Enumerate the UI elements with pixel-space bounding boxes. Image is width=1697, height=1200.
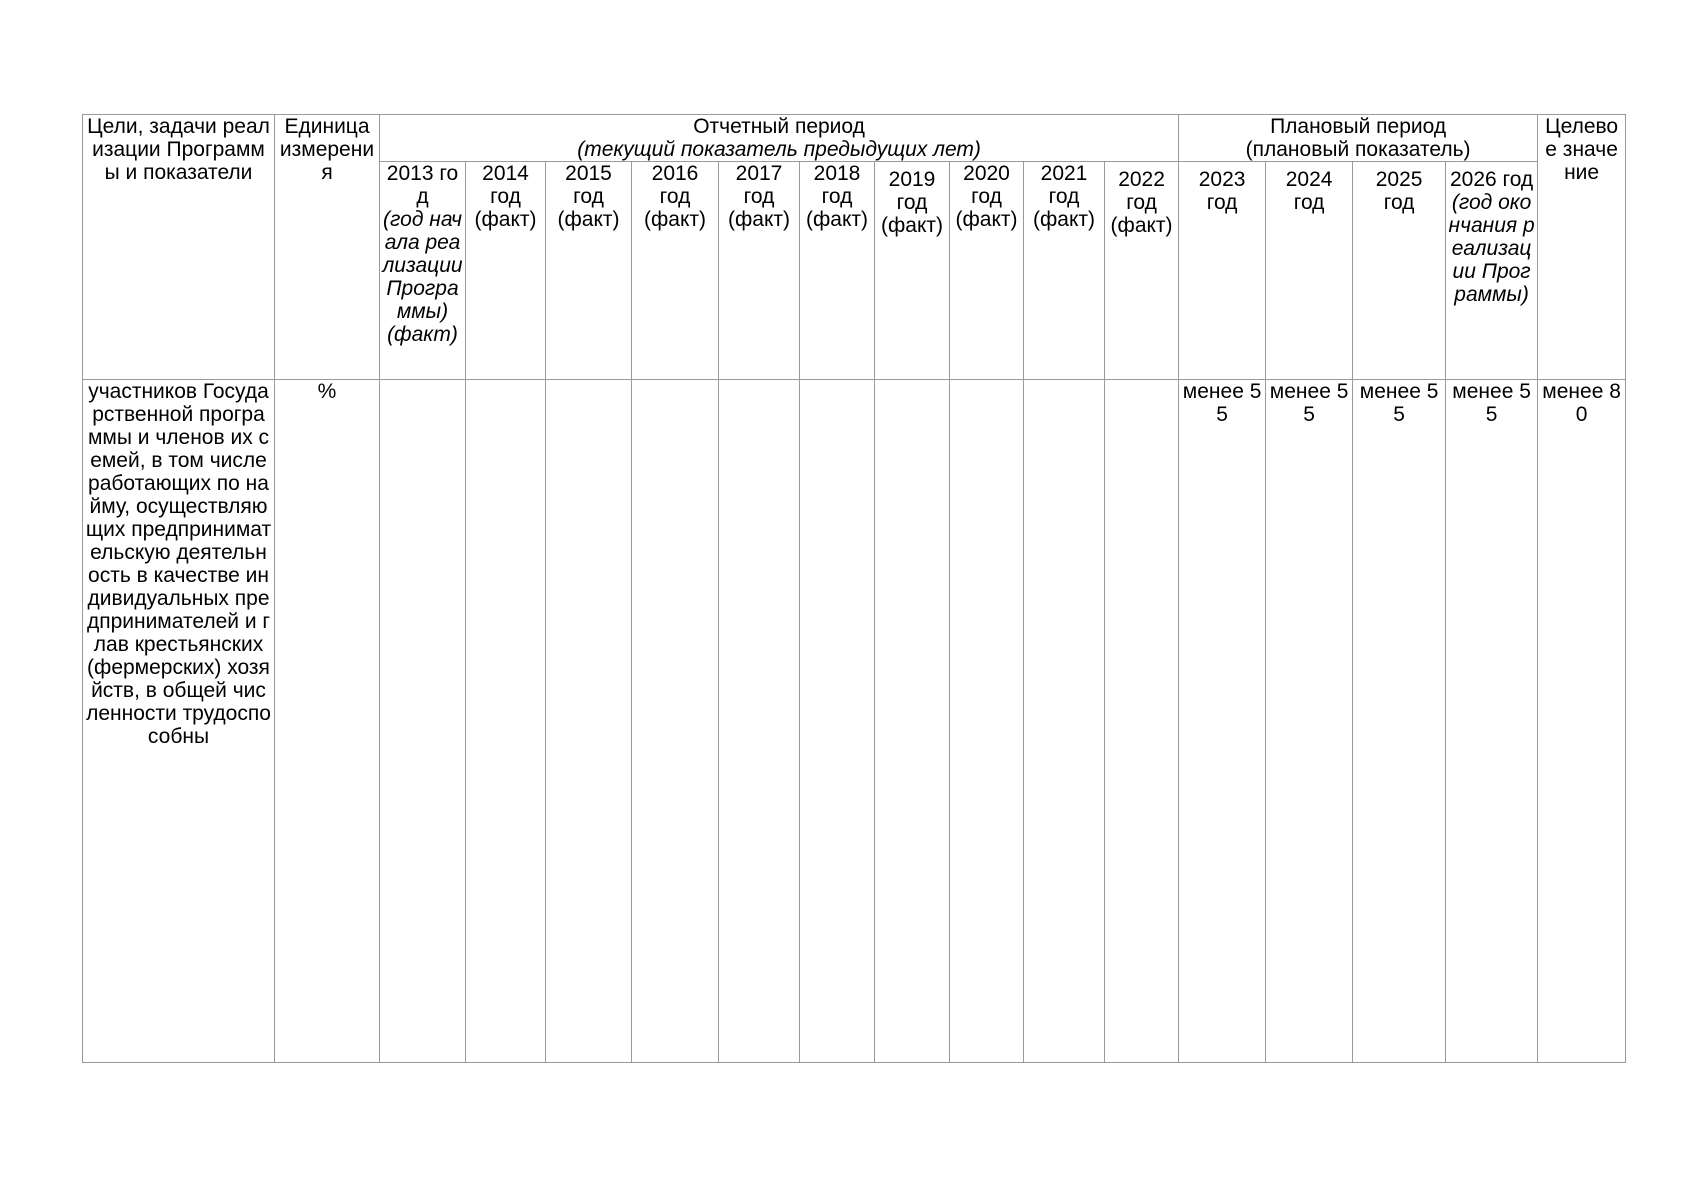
header-year-2021: 2021 год (факт) [1024,162,1105,380]
value-2019 [875,380,950,1063]
header-year-2020: 2020 год (факт) [950,162,1024,380]
header-year-2014: 2014 год (факт) [466,162,546,380]
header-year-2015: 2015 год (факт) [546,162,632,380]
value-2016 [632,380,719,1063]
header-year-2023: 2023 год [1179,162,1266,380]
value-2020 [950,380,1024,1063]
header-target: Целевое значение [1538,115,1626,380]
header-year-2016: 2016 год (факт) [632,162,719,380]
header-year-2024: 2024 год [1266,162,1353,380]
indicators-table [82,114,1626,1063]
header-goals: Цели, задачи реализации Программы и показатели [83,115,275,380]
plan-period-title: Плановый период [1270,115,1447,138]
header-year-2018: 2018 год (факт) [800,162,875,380]
header-year-2017: 2017 год (факт) [719,162,800,380]
value-2017 [719,380,800,1063]
unit-value: % [275,380,380,1063]
plan-period-subtitle: (плановый показатель) [1245,138,1471,161]
header-report-period [380,115,1179,162]
value-2014 [466,380,546,1063]
header-year-2019: 2019 год (факт) [875,162,950,380]
header-unit: Единица измерения [275,115,380,380]
value-2022 [1105,380,1179,1063]
value-2013 [380,380,466,1063]
header-year-2013: 2013 год (год начала реализации Программы) (факт) [380,162,466,380]
target-value: менее 80 [1538,380,1626,1063]
header-year-2025: 2025 год [1353,162,1446,380]
header-year-2022: 2022 год (факт) [1105,162,1179,380]
indicator-text: участников Государственной программы и членов их семей, в том числе работающих по найму, осуществляющих предпринимательскую деятельность в качестве индивидуальных предпринимателей и глав крестьянских (фермерских) хозяйств, в общей численности трудоспособны [83,380,275,1063]
value-2015 [546,380,632,1063]
report-period-title: Отчетный период [693,115,865,138]
value-2026: менее 55 [1446,380,1538,1063]
value-2025: менее 55 [1353,380,1446,1063]
header-plan-period [1179,115,1538,162]
value-2023: менее 55 [1179,380,1266,1063]
report-period-subtitle: (текущий показатель предыдущих лет) [577,138,981,161]
value-2018 [800,380,875,1063]
value-2021 [1024,380,1105,1063]
header-year-2026: 2026 год (год окончания реализации Программы) [1446,162,1538,380]
value-2024: менее 55 [1266,380,1353,1063]
